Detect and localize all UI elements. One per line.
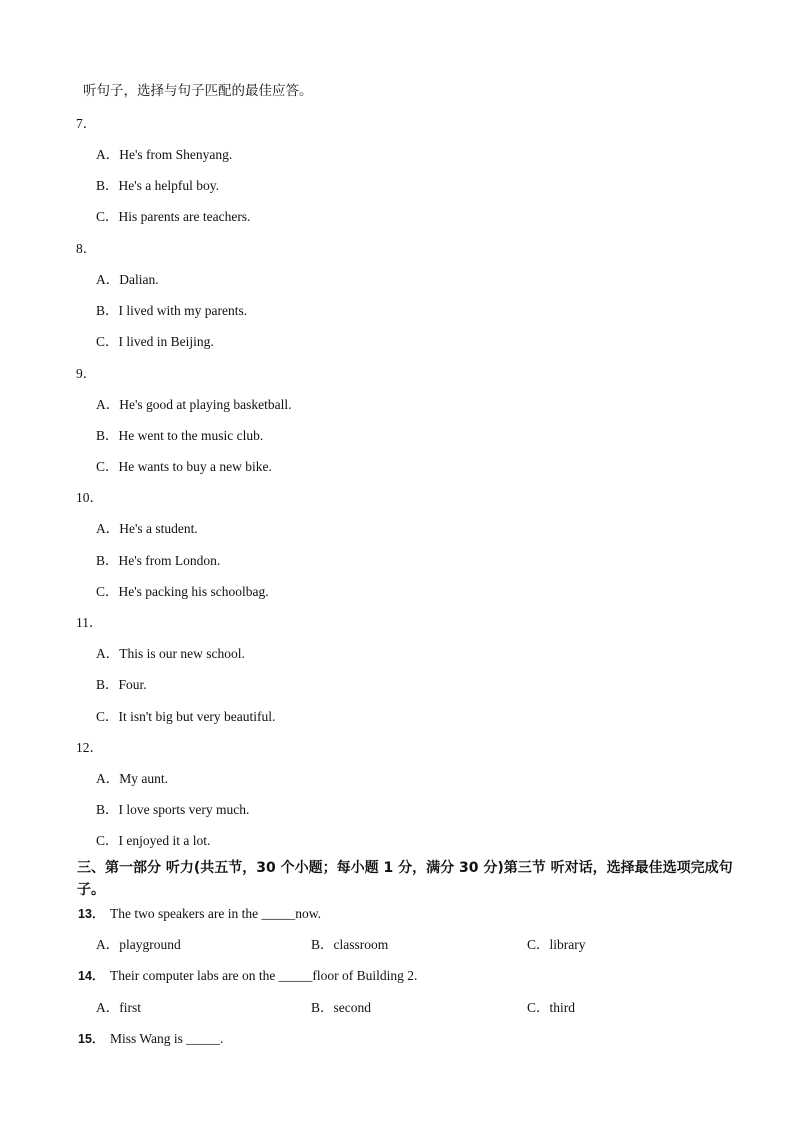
option-c: C．I enjoyed it a lot. <box>96 833 211 848</box>
question-text: Their computer labs are on the _____floor of Building 2. <box>110 968 418 983</box>
question-number: 14． <box>78 969 105 983</box>
question-stem <box>78 967 417 985</box>
option-a: A．He's good at playing basketball. <box>96 397 292 412</box>
question-number: 10． <box>76 490 103 505</box>
option-a: A．Dalian. <box>96 272 159 287</box>
option-a: A．This is our new school. <box>96 646 245 661</box>
option-a: A．playground <box>96 937 181 952</box>
question-text: The two speakers are in the _____now. <box>110 906 321 921</box>
option-c: C．He's packing his schoolbag. <box>96 584 269 599</box>
option-c: C．It isn't big but very beautiful. <box>96 709 276 724</box>
option-c: C．He wants to buy a new bike. <box>96 459 272 474</box>
option-b: B．classroom <box>311 937 389 952</box>
option-c: C．I lived in Beijing. <box>96 334 214 349</box>
option-b: B．He went to the music club. <box>96 428 264 443</box>
option-b: B．second <box>311 1000 371 1015</box>
section-heading: 三、第一部分 听力(共五节，30 个小题；每小题 1 分，满分 30 分)第三节 听对话，选择最佳选项完成句子。 <box>77 860 733 898</box>
option-c: C．library <box>527 937 586 952</box>
option-b: B．I love sports very much. <box>96 802 250 817</box>
option-b: B．I lived with my parents. <box>96 303 248 318</box>
option-b: B．He's a helpful boy. <box>96 178 220 193</box>
option-b: B．Four. <box>96 677 147 692</box>
question-number: 7． <box>76 116 97 131</box>
option-a: A．He's a student. <box>96 521 198 536</box>
option-a: A．first <box>96 1000 141 1015</box>
option-a: A．He's from Shenyang. <box>96 147 233 162</box>
option-c: C．His parents are teachers. <box>96 209 251 224</box>
question-text: Miss Wang is _____. <box>110 1031 224 1046</box>
question-number: 8． <box>76 241 97 256</box>
option-c: C．third <box>527 1000 576 1015</box>
question-stem <box>78 905 321 923</box>
question-number: 12． <box>76 740 103 755</box>
question-number: 13． <box>78 907 105 921</box>
question-number: 9． <box>76 366 97 381</box>
question-stem <box>78 1030 223 1048</box>
question-number: 15． <box>78 1032 105 1046</box>
option-b: B．He's from London. <box>96 553 221 568</box>
option-a: A．My aunt. <box>96 771 168 786</box>
listening-instruction: 听句子，选择与句子匹配的最佳应答。 <box>83 83 313 99</box>
question-number: 11． <box>76 615 103 630</box>
